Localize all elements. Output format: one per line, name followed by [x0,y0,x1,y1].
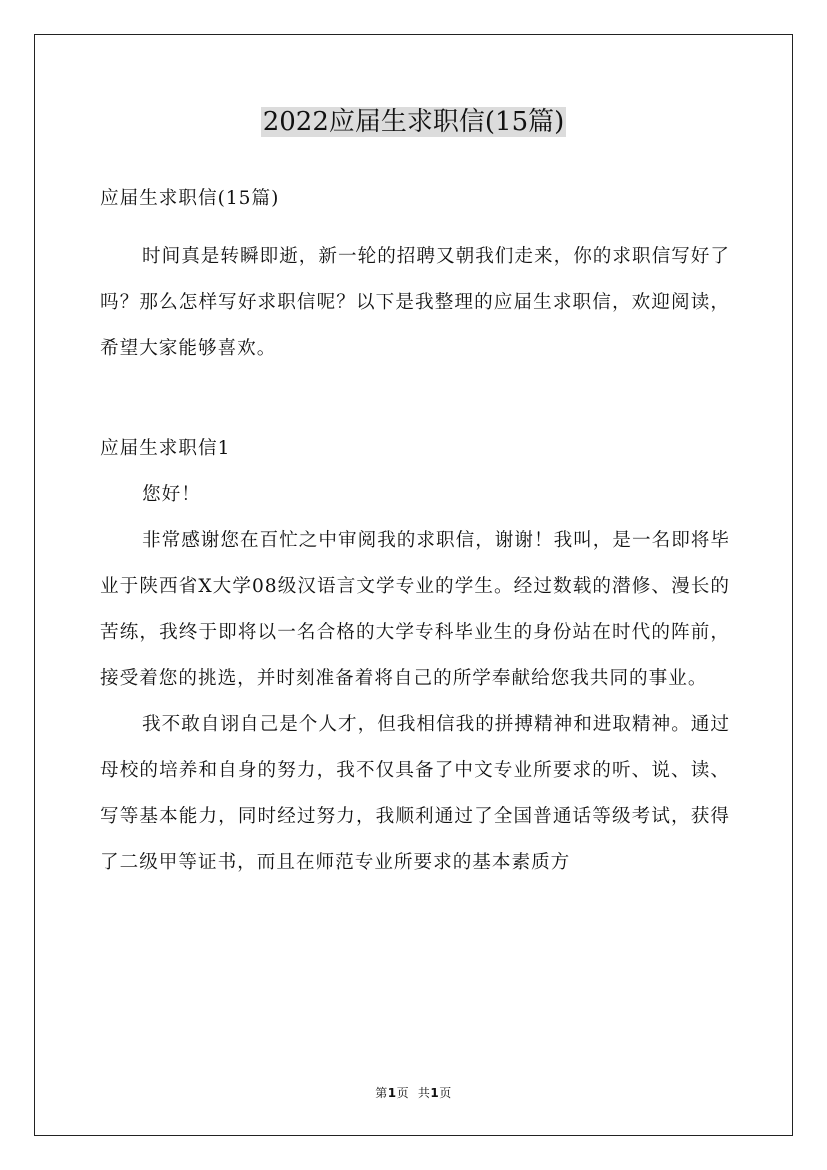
letter-paragraph: 非常感谢您在百忙之中审阅我的求职信，谢谢！我叫，是一名即将毕业于陕西省X大学08级汉语言文学专业的学生。经过数载的潜修、漫长的苦练，我终于即将以一名合格的大学专科毕业生的身份站在时代的阵前，接受着您的挑选，并时刻准备着将自己的所学奉献给您我共同的事业。 [100,530,730,689]
intro-paragraph: 时间真是转瞬即逝，新一轮的招聘又朝我们走来，你的求职信写好了吗？那么怎样写好求职信呢？以下是我整理的应届生求职信，欢迎阅读，希望大家能够喜欢。 [100,246,730,359]
letter-paragraph: 我不敢自诩自己是个人才，但我相信我的拼搏精神和进取精神。通过母校的培养和自身的努力，我不仅具备了中文专业所要求的听、说、读、写等基本能力，同时经过努力，我顺利通过了全国普通话等级考试，获得了二级甲等证书，而且在师范专业所要求的基本素质方 [100,714,730,873]
document-subtitle: 应届生求职信(15篇) [100,188,280,209]
page-footer [0,1084,827,1101]
section-spacer [100,372,730,426]
letter-greeting: 您好！ [142,484,201,505]
document-title [0,104,827,140]
section-heading: 应届生求职信1 [100,438,231,459]
document-body [100,176,730,886]
document-title-text: 2022应届生求职信(15篇) [262,107,565,137]
footer-total-prefix: 共 [417,1086,431,1100]
footer-total-suffix: 页 [439,1086,452,1100]
footer-page-suffix: 页 [396,1086,410,1100]
footer-page-number: 1 [387,1086,397,1100]
footer-page-total: 1 [430,1086,440,1100]
footer-page-prefix: 第 [375,1086,388,1100]
